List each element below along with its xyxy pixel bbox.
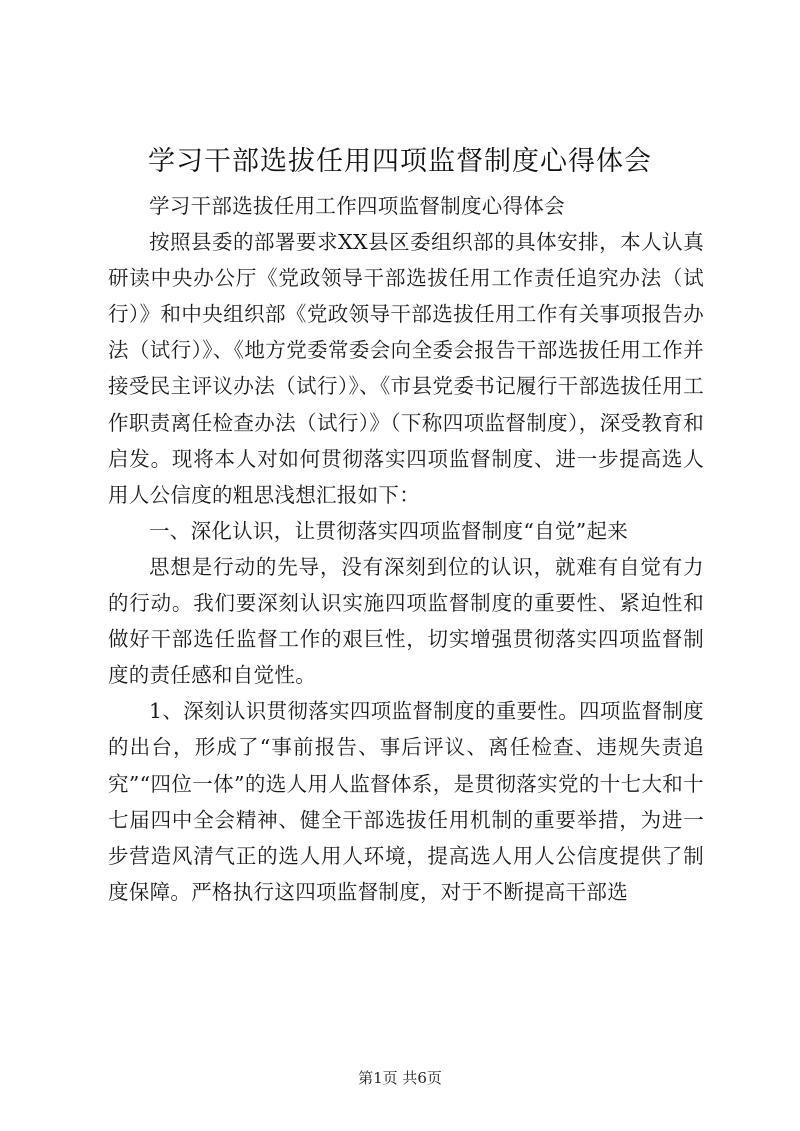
paragraph-section-1: 思想是行动的先导，没有深刻到位的认识，就难有自觉有力的行动。我们要深刻认识实施四项监督制度的重要性、紧迫性和做好干部选任监督工作的艰巨性，切实增强贯彻落实四项监督制度的责任感和自觉性。 bbox=[108, 554, 704, 688]
document-body bbox=[108, 188, 704, 910]
document-title: 学习干部选拔任用四项监督制度心得体会 bbox=[148, 146, 652, 177]
paragraph-point-1: 1、深刻认识贯彻落实四项监督制度的重要性。四项监督制度的出台，形成了“事前报告、事后评议、离任检查、违规失责追究”“四位一体”的选人用人监督体系，是贯彻落实党的十七大和十七届四中全会精神、健全干部选拔任用机制的重要举措，为进一步营造风清气正的选人用人环境，提高选人用人公信度提供了制度保障。严格执行这四项监督制度，对于不断提高干部选 bbox=[108, 699, 704, 904]
paragraph-intro: 按照县委的部署要求XX县区委组织部的具体安排，本人认真研读中央办公厅《党政领导干部选拔任用工作责任追究办法（试行）》和中央组织部《党政领导干部选拔任用工作有关事项报告办法（试行）》、《地方党委常委会向全委会报告干部选拔任用工作并接受民主评议办法（试行）》、《市县党委书记履行干部选拔任用工作职责离任检查办法（试行）》（下称四项监督制度），深受教育和启发。现将本人对如何贯彻落实四项监督制度、进一步提高选人用人公信度的粗思浅想汇报如下： bbox=[108, 230, 704, 507]
paragraph-subtitle: 学习干部选拔任用工作四项监督制度心得体会 bbox=[149, 194, 565, 218]
page-footer: 第1页 共6页 bbox=[358, 1069, 442, 1087]
section-heading-1: 一、深化认识，让贯彻落实四项监督制度“自觉”起来 bbox=[149, 518, 629, 543]
